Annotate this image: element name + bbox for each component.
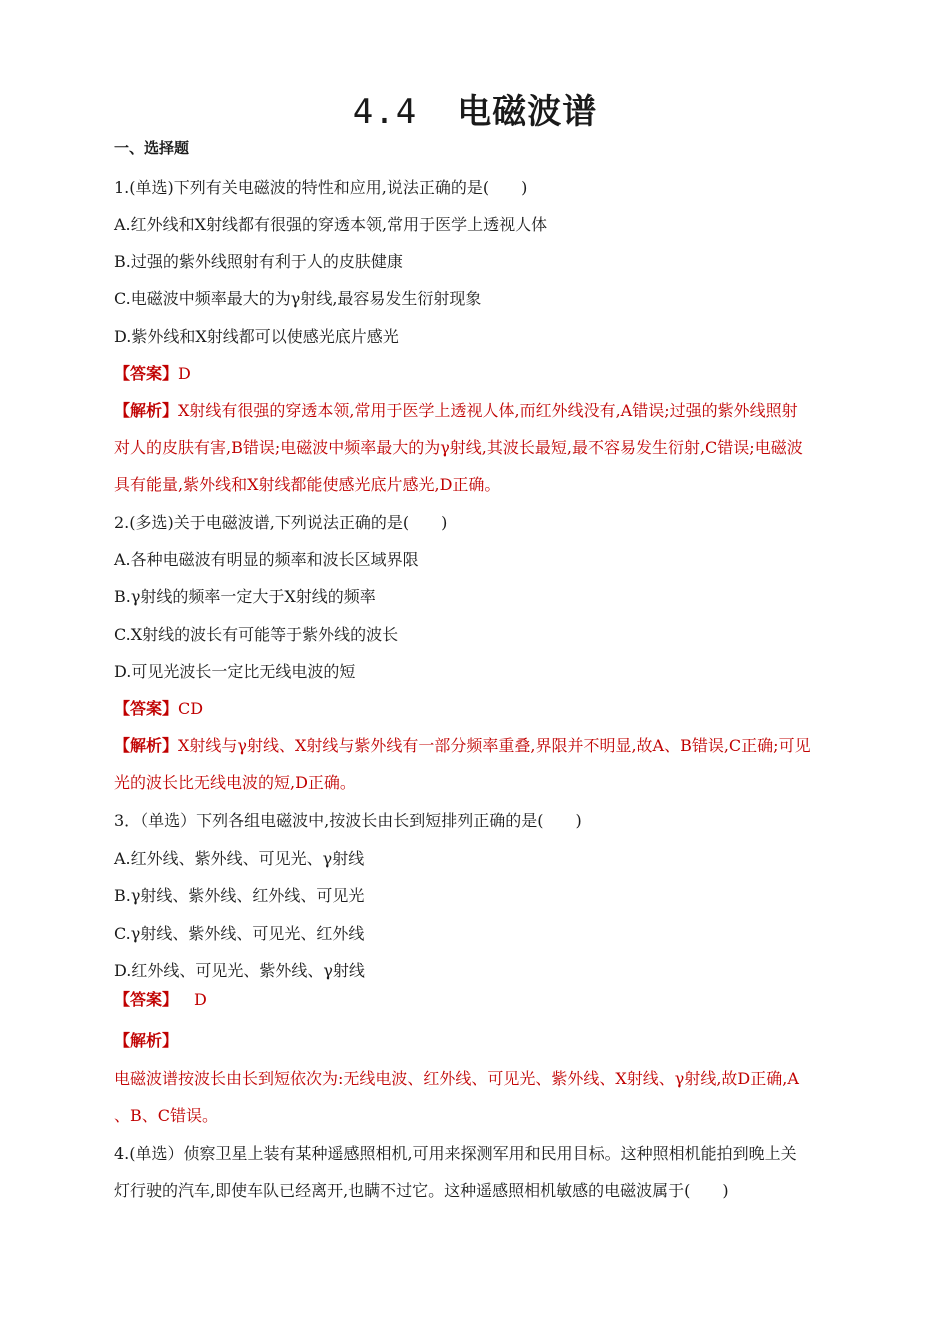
analysis-label: 【解析】 <box>114 736 179 755</box>
q3-stem: 3．（单选）下列各组电磁波中,按波长由长到短排列正确的是( ) <box>114 811 582 830</box>
title-text: 电磁波谱 <box>457 92 598 132</box>
q2-option-d: D.可见光波长一定比无线电波的短 <box>114 662 356 681</box>
q3-analysis-line-2: 、B、C错误。 <box>114 1106 219 1125</box>
q2-analysis-line-2: 光的波长比无线电波的短,D正确。 <box>114 773 356 792</box>
answer-label: 【答案】 <box>114 990 179 1009</box>
q4-stem-line-2: 灯行驶的汽车,即使车队已经离开,也瞒不过它。这种遥感照相机敏感的电磁波属于( ) <box>114 1181 729 1200</box>
q3-option-d: D.红外线、可见光、紫外线、γ射线 <box>114 961 365 980</box>
q2-stem: 2.(多选)关于电磁波谱,下列说法正确的是( ) <box>114 513 448 532</box>
q1-analysis-text-1: X射线有很强的穿透本领,常用于医学上透视人体,而红外线没有,A错误;过强的紫外线照射 <box>178 401 798 420</box>
q1-analysis-line-3: 具有能量,紫外线和X射线都能使感光底片感光,D正确。 <box>114 475 501 494</box>
q2-answer-value: CD <box>178 699 204 718</box>
title-number: 4.4 <box>352 92 418 132</box>
q2-analysis-line-1 <box>114 736 850 756</box>
q3-analysis-line-1: 电磁波谱按波长由长到短依次为:无线电波、红外线、可见光、紫外线、X射线、γ射线,故D正确,A <box>114 1069 799 1088</box>
q3-option-c: C.γ射线、紫外线、可见光、红外线 <box>114 924 365 943</box>
q3-answer-value: D <box>194 990 207 1009</box>
analysis-label: 【解析】 <box>114 1031 179 1050</box>
q2-option-a: A.各种电磁波有明显的频率和波长区域界限 <box>114 550 419 569</box>
q3-analysis-label <box>114 1031 850 1051</box>
q3-option-a: A.红外线、紫外线、可见光、γ射线 <box>114 849 365 868</box>
q2-option-b: B.γ射线的频率一定大于X射线的频率 <box>114 587 376 606</box>
q1-answer-value: D <box>178 364 191 383</box>
q2-answer <box>114 699 850 719</box>
answer-label: 【答案】 <box>114 364 179 383</box>
analysis-label: 【解析】 <box>114 401 179 420</box>
q1-stem: 1.(单选)下列有关电磁波的特性和应用,说法正确的是( ) <box>114 178 528 197</box>
q3-answer <box>114 990 850 1010</box>
q1-option-b: B.过强的紫外线照射有利于人的皮肤健康 <box>114 252 403 271</box>
q1-option-c: C.电磁波中频率最大的为γ射线,最容易发生衍射现象 <box>114 289 482 308</box>
q1-analysis-line-1 <box>114 401 850 421</box>
q2-analysis-text-1: X射线与γ射线、X射线与紫外线有一部分频率重叠,界限并不明显,故A、B错误,C正确;可见 <box>178 736 811 755</box>
q2-option-c: C.X射线的波长有可能等于紫外线的波长 <box>114 625 399 644</box>
q1-analysis-line-2: 对人的皮肤有害,B错误;电磁波中频率最大的为γ射线,其波长最短,最不容易发生衍射,C错误;电磁波 <box>114 438 803 457</box>
q1-option-a: A.红外线和X射线都有很强的穿透本领,常用于医学上透视人体 <box>114 215 548 234</box>
section-heading: 一、选择题 <box>114 139 190 157</box>
answer-label: 【答案】 <box>114 699 179 718</box>
q3-option-b: B.γ射线、紫外线、红外线、可见光 <box>114 886 365 905</box>
page-title <box>0 90 950 134</box>
q4-stem-line-1: 4.(单选）侦察卫星上装有某种遥感照相机,可用来探测军用和民用目标。这种照相机能拍到晚上关 <box>114 1144 797 1163</box>
q1-answer <box>114 364 850 384</box>
q1-option-d: D.紫外线和X射线都可以使感光底片感光 <box>114 327 399 346</box>
